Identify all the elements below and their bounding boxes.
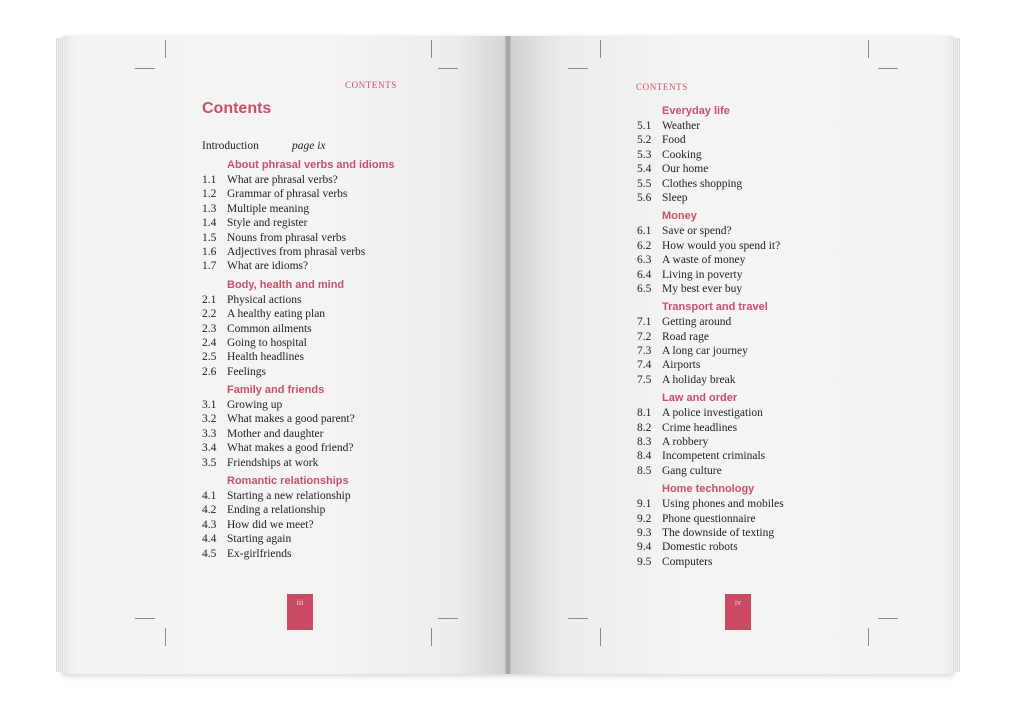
unit-number: 2.6 <box>202 365 217 378</box>
section-heading: Body, health and mind <box>227 278 345 291</box>
unit-number: 1.3 <box>202 202 217 215</box>
unit-number: 9.3 <box>637 526 652 539</box>
contents-entry <box>202 231 394 245</box>
unit-number: 1.2 <box>202 188 217 201</box>
unit-title: A police investigation <box>662 407 763 420</box>
contents-entry <box>637 464 784 478</box>
contents-entry <box>637 119 784 133</box>
unit-title: Going to hospital <box>227 336 307 349</box>
contents-entry <box>637 268 784 282</box>
unit-number: 8.5 <box>637 464 652 477</box>
contents-entry <box>202 216 394 230</box>
unit-title: Road rage <box>662 330 709 343</box>
unit-title: Living in poverty <box>662 268 743 281</box>
unit-title: My best ever buy <box>662 282 743 295</box>
contents-entry <box>637 162 784 176</box>
contents-entry <box>202 259 394 273</box>
contents-entry <box>202 412 394 426</box>
unit-number: 6.5 <box>637 282 652 295</box>
unit-title: What are idioms? <box>227 260 309 273</box>
unit-title: A healthy eating plan <box>227 308 326 321</box>
unit-number: 6.2 <box>637 239 652 252</box>
unit-number: 5.1 <box>637 120 652 132</box>
unit-number: 5.4 <box>637 163 652 176</box>
unit-title: A holiday break <box>662 373 736 386</box>
crop-mark <box>568 68 588 69</box>
unit-number: 6.1 <box>637 225 652 238</box>
contents-entry <box>637 282 784 296</box>
unit-title: Domestic robots <box>662 541 738 554</box>
contents-entry <box>637 148 784 162</box>
crop-mark <box>600 628 601 646</box>
unit-number: 2.3 <box>202 322 217 335</box>
unit-title: Weather <box>662 120 701 132</box>
unit-title: Physical actions <box>227 293 302 306</box>
crop-mark <box>878 618 898 619</box>
unit-number: 9.5 <box>637 555 652 568</box>
crop-mark <box>135 618 155 619</box>
unit-number: 4.3 <box>202 518 217 531</box>
open-book <box>62 36 954 674</box>
crop-mark <box>165 628 166 646</box>
crop-mark <box>438 68 458 69</box>
unit-title: Starting again <box>227 533 292 546</box>
unit-number: 2.4 <box>202 336 217 349</box>
unit-title: Ending a relationship <box>227 504 326 517</box>
unit-title: Health headlines <box>227 351 304 364</box>
unit-number: 4.4 <box>202 533 217 546</box>
unit-number: 7.3 <box>637 345 652 358</box>
section-heading: Home technology <box>662 483 755 496</box>
unit-number: 5.3 <box>637 148 652 161</box>
contents-column-left <box>202 154 394 561</box>
unit-number: 7.2 <box>637 330 652 343</box>
contents-entry <box>637 315 784 329</box>
unit-number: 9.4 <box>637 541 652 554</box>
unit-number: 5.2 <box>637 134 652 147</box>
unit-number: 3.5 <box>202 456 217 469</box>
unit-title: Cooking <box>662 148 702 161</box>
contents-entry <box>637 373 784 387</box>
unit-number: 8.3 <box>637 436 652 449</box>
unit-number: 7.1 <box>637 316 652 329</box>
unit-title: Crime headlines <box>662 421 738 434</box>
unit-number: 7.4 <box>637 359 652 372</box>
contents-entry <box>637 555 784 569</box>
contents-entry <box>202 518 394 532</box>
section-heading: Everyday life <box>662 105 730 117</box>
unit-title: Nouns from phrasal verbs <box>227 231 347 244</box>
page-title: Contents <box>202 100 272 117</box>
crop-mark <box>878 68 898 69</box>
contents-entry <box>202 398 394 412</box>
section-heading: Money <box>662 210 697 223</box>
contents-entry <box>637 191 784 205</box>
contents-entry <box>637 512 784 526</box>
unit-title: Grammar of phrasal verbs <box>227 188 348 201</box>
crop-mark <box>165 40 166 58</box>
contents-entry <box>202 365 394 379</box>
unit-title: Feelings <box>227 365 266 378</box>
unit-number: 9.2 <box>637 512 652 525</box>
unit-title: How would you spend it? <box>662 239 781 252</box>
contents-entry <box>637 344 784 358</box>
contents-entry <box>637 358 784 372</box>
crop-mark <box>135 68 155 69</box>
unit-number: 1.7 <box>202 260 217 273</box>
contents-entry <box>637 497 784 511</box>
unit-number: 5.6 <box>637 191 652 204</box>
contents-entry <box>202 489 394 503</box>
unit-number: 1.4 <box>202 217 217 230</box>
unit-title: Common ailments <box>227 322 312 335</box>
unit-number: 4.1 <box>202 490 217 503</box>
contents-entry <box>637 133 784 147</box>
contents-entry <box>637 540 784 554</box>
unit-number: 4.2 <box>202 504 217 517</box>
running-head-right: CONTENTS <box>636 82 688 92</box>
unit-number: 7.5 <box>637 373 652 386</box>
unit-number: 5.5 <box>637 177 652 190</box>
contents-entry <box>637 449 784 463</box>
unit-title: Ex-girlfriends <box>227 547 292 560</box>
contents-entry <box>637 224 784 238</box>
section-heading: About phrasal verbs and idioms <box>227 159 395 171</box>
unit-title: Using phones and mobiles <box>662 498 784 511</box>
unit-number: 4.5 <box>202 547 217 560</box>
unit-number: 2.5 <box>202 351 217 364</box>
contents-entry <box>637 330 784 344</box>
unit-title: Growing up <box>227 399 283 412</box>
unit-title: Starting a new relationship <box>227 490 351 503</box>
unit-title: Friendships at work <box>227 456 319 469</box>
page-edges-right <box>952 38 960 672</box>
contents-entry <box>202 427 394 441</box>
introduction-page-ref: page ix <box>292 140 326 152</box>
unit-number: 9.1 <box>637 498 652 511</box>
contents-entry <box>637 421 784 435</box>
unit-title: Gang culture <box>662 464 722 477</box>
unit-title: What makes a good friend? <box>227 442 354 455</box>
unit-title: Style and register <box>227 217 308 230</box>
unit-number: 3.1 <box>202 399 217 412</box>
contents-entry <box>202 350 394 364</box>
unit-title: Save or spend? <box>662 225 732 238</box>
contents-entry <box>202 307 394 321</box>
unit-number: 6.3 <box>637 254 652 267</box>
contents-entry <box>202 245 394 259</box>
contents-entry <box>202 503 394 517</box>
contents-entry <box>202 547 394 561</box>
unit-number: 8.4 <box>637 450 652 463</box>
unit-title: What are phrasal verbs? <box>227 174 338 186</box>
unit-number: 6.4 <box>637 268 652 281</box>
contents-entry <box>202 187 394 201</box>
unit-title: What makes a good parent? <box>227 413 355 426</box>
contents-entry <box>637 435 784 449</box>
crop-mark <box>431 628 432 646</box>
section-heading: Romantic relationships <box>227 475 349 488</box>
unit-number: 8.1 <box>637 407 652 420</box>
contents-entry <box>202 532 394 546</box>
unit-number: 3.3 <box>202 427 217 440</box>
contents-entry <box>637 526 784 540</box>
unit-number: 1.1 <box>202 174 217 186</box>
contents-entry <box>202 202 394 216</box>
introduction-entry <box>202 140 326 152</box>
unit-title: Incompetent criminals <box>662 450 766 463</box>
unit-title: Computers <box>662 555 713 568</box>
unit-number: 8.2 <box>637 421 652 434</box>
unit-number: 2.2 <box>202 308 217 321</box>
contents-entry <box>202 322 394 336</box>
contents-column-right <box>637 100 784 569</box>
contents-entry <box>202 441 394 455</box>
unit-title: Our home <box>662 163 709 176</box>
crop-mark <box>868 40 869 58</box>
section-heading: Law and order <box>662 392 738 405</box>
unit-title: A robbery <box>662 436 709 449</box>
section-heading: Transport and travel <box>662 301 768 314</box>
unit-title: Food <box>662 134 686 147</box>
unit-title: Sleep <box>662 191 688 204</box>
contents-entry <box>202 293 394 307</box>
contents-entry <box>202 336 394 350</box>
page-number-right: iv <box>725 594 751 630</box>
unit-title: Clothes shopping <box>662 177 743 190</box>
contents-entry <box>202 456 394 470</box>
unit-number: 1.5 <box>202 231 217 244</box>
running-head-left: CONTENTS <box>345 80 397 90</box>
unit-title: Phone questionnaire <box>662 512 756 525</box>
contents-entry <box>637 253 784 267</box>
unit-title: Mother and daughter <box>227 427 324 440</box>
contents-entry <box>637 406 784 420</box>
book-spine <box>505 36 511 674</box>
page-number-left: iii <box>287 594 313 630</box>
contents-entry <box>637 239 784 253</box>
unit-title: The downside of texting <box>662 526 775 539</box>
unit-title: A waste of money <box>662 254 746 267</box>
contents-entry <box>202 173 394 187</box>
introduction-label: Introduction <box>202 140 259 152</box>
unit-number: 2.1 <box>202 293 217 306</box>
unit-number: 3.2 <box>202 413 217 426</box>
section-heading: Family and friends <box>227 384 325 397</box>
crop-mark <box>568 618 588 619</box>
unit-title: How did we meet? <box>227 518 314 531</box>
unit-number: 1.6 <box>202 245 217 258</box>
unit-title: Getting around <box>662 316 732 329</box>
unit-title: Multiple meaning <box>227 202 310 215</box>
unit-number: 3.4 <box>202 442 217 455</box>
unit-title: Airports <box>662 359 701 372</box>
unit-title: A long car journey <box>662 345 748 358</box>
page-edges-left <box>56 38 64 672</box>
crop-mark <box>868 628 869 646</box>
crop-mark <box>438 618 458 619</box>
crop-mark <box>600 40 601 58</box>
crop-mark <box>431 40 432 58</box>
unit-title: Adjectives from phrasal verbs <box>227 245 366 258</box>
contents-entry <box>637 177 784 191</box>
